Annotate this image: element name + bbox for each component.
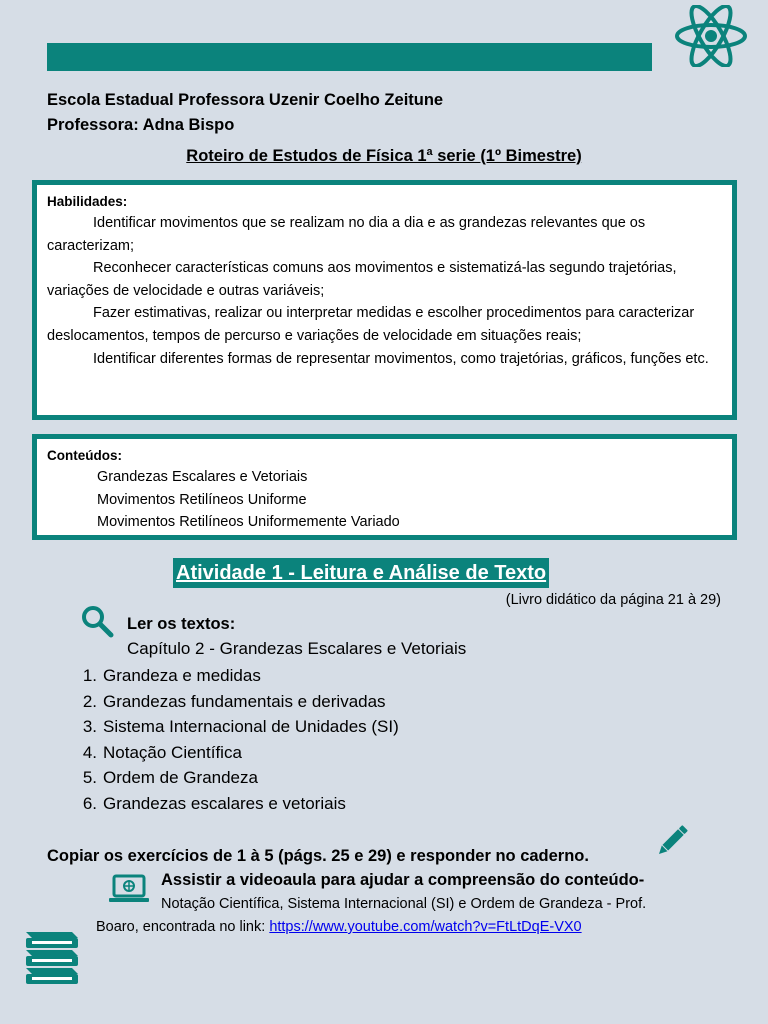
list-text: Grandezas escalares e vetoriais	[103, 793, 346, 813]
video-link-prefix: Boaro, encontrada no link:	[96, 919, 270, 935]
laptop-icon	[108, 874, 150, 904]
list-text: Notação Científica	[103, 742, 242, 762]
conteudo-item: Movimentos Retilíneos Uniforme	[97, 491, 307, 508]
list-text: Grandeza e medidas	[103, 666, 261, 685]
list-number: 2.	[82, 691, 97, 711]
conteudos-title: Conteúdos:	[47, 448, 122, 463]
atom-icon	[674, 5, 748, 67]
habilidade-item: Identificar diferentes formas de representar movimentos, como trajetórias, gráficos, funções etc.	[93, 350, 709, 367]
conteudo-item: Grandezas Escalares e Vetoriais	[97, 469, 308, 485]
habilidades-title: Habilidades:	[47, 194, 128, 209]
read-texts-label: Ler os textos:	[127, 615, 236, 633]
video-description: Notação Científica, Sistema Internacional (SI) e Ordem de Grandeza - Prof.	[161, 896, 647, 912]
chapter-title: Capítulo 2 - Grandezas Escalares e Vetoriais	[127, 639, 467, 658]
habilidades-box	[32, 180, 737, 420]
teacher-name: Professora: Adna Bispo	[47, 116, 235, 134]
list-number: 1.	[82, 666, 97, 685]
page-title: Roteiro de Estudos de Física 1ª serie (1º Bimestre)	[186, 147, 582, 165]
list-number: 3.	[82, 717, 97, 737]
video-link-line	[96, 917, 582, 937]
header-bar	[47, 43, 652, 71]
habilidade-item: Reconhecer características comuns aos movimentos e sistematizá-las segundo trajetórias, variações de velocidade e outras variáveis;	[47, 260, 677, 299]
topics-list	[60, 663, 399, 817]
list-item	[60, 791, 399, 817]
list-item	[60, 663, 399, 689]
list-item	[60, 765, 399, 791]
habilidade-item: Identificar movimentos que se realizam no dia a dia e as grandezas relevantes que os caracterizam;	[47, 215, 646, 254]
books-icon	[22, 928, 82, 986]
habilidade-item: Fazer estimativas, realizar ou interpretar medidas e escolher procedimentos para caracterizar deslocamentos, tempos de percurso e variações de velocidade em situações reais;	[47, 305, 695, 344]
copy-exercises-instruction: Copiar os exercícios de 1 à 5 (págs. 25 e 29) e responder no caderno.	[47, 847, 589, 865]
school-name: Escola Estadual Professora Uzenir Coelho Zeitune	[47, 91, 444, 109]
list-item	[60, 689, 399, 715]
list-text: Grandezas fundamentais e derivadas	[103, 691, 386, 711]
conteudos-box	[32, 434, 737, 540]
list-item	[60, 714, 399, 740]
list-number: 4.	[82, 742, 97, 762]
conteudo-item: Movimentos Retilíneos Uniformemente Variado	[97, 514, 400, 531]
youtube-link[interactable]: https://www.youtube.com/watch?v=FtLtDqE-VX0	[269, 919, 582, 935]
list-number: 5.	[82, 768, 97, 788]
list-text: Ordem de Grandeza	[103, 768, 258, 788]
watch-videoclass-instruction: Assistir a videoaula para ajudar a compreensão do conteúdo-	[161, 871, 645, 889]
list-number: 6.	[82, 793, 97, 813]
list-text: Sistema Internacional de Unidades (SI)	[103, 717, 399, 737]
search-icon	[80, 604, 114, 638]
book-pages-note: (Livro didático da página 21 à 29)	[505, 592, 721, 608]
list-item	[60, 740, 399, 766]
activity-title: Atividade 1 - Leitura e Análise de Texto	[173, 558, 549, 588]
pencil-icon	[652, 823, 690, 861]
